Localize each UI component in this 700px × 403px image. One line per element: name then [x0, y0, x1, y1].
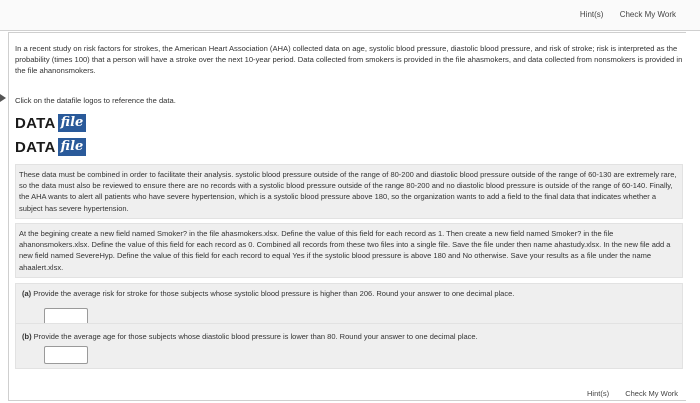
datafile-badge: file — [58, 114, 87, 132]
datafile-word: DATA — [15, 114, 56, 132]
question-b-label: (b) — [22, 332, 32, 341]
pointer-arrow-icon — [0, 94, 6, 102]
answer-b-input[interactable] — [44, 346, 88, 364]
question-b-text: Provide the average age for those subjects whose diastolic blood pressure is lower than 80. Round your answer to one decimal place. — [33, 332, 478, 341]
datafile-logo-nonsmokers[interactable] — [15, 137, 86, 157]
question-a-text: Provide the average risk for stroke for those subjects whose systolic blood pressure is higher than 206. Round your answer to one decimal place. — [33, 289, 515, 298]
question-a-label: (a) — [22, 289, 32, 298]
hints-link[interactable]: Hint(s) — [579, 10, 604, 19]
intro-paragraph: In a recent study on risk factors for strokes, the American Heart Association (AHA) collected data on age, systolic blood pressure, diastolic blood pressure, and risk of stroke; risk is interpreted as the probability (times 100) that a person will have a stroke over the next 10-year period. Data collected from smokers is provided in the file ahasmokers, and data collected from nonsmokers is provided in the file ahanonsmokers. — [15, 44, 683, 75]
instructions-block-1 — [15, 164, 683, 219]
instructions-paragraph-1: These data must be combined in order to facilitate their analysis. systolic blood pressure outside of the range of 80-200 and diastolic blood pressure outside of the range of 60-130 are extremely rare, so the data must also be reviewed to ensure there are no records with a systolic blood pressure outside of the range 80-200 and no diastolic blood pressure is outside of the range of 60-140. Finally, the AHA wants to alert all patients who have severe hypertension, which is a systolic blood pressure above 180, so the organization wants to add a field to the final data that indicates whether a subject has severe hypertension. — [19, 170, 677, 213]
datafile-logo-smokers[interactable] — [15, 113, 86, 133]
problem-panel — [8, 32, 686, 401]
instructions-block-2 — [15, 223, 683, 278]
hints-link-bottom[interactable]: Hint(s) — [587, 389, 610, 398]
check-my-work-link[interactable]: Check My Work — [619, 10, 676, 19]
top-toolbar — [0, 0, 700, 31]
datafile-word: DATA — [15, 138, 56, 156]
question-b — [15, 323, 683, 369]
check-my-work-link-bottom[interactable]: Check My Work — [625, 389, 678, 398]
instructions-paragraph-2: At the begining create a new field named Smoker? in the file ahasmokers.xlsx. Define the value of this field for each record as 1. Then create a new field named Smoker? in the file ahanonsmokers.xlsx. Define the value of this field for each record as 0. Combined all records from these two files into a single file. Save the file under then name ahastudy.xlsx. In the new file add a new field named SevereHyp. Define the value of this field for each record to equal Yes if the systolic blood pressure is above 180 and No otherwise. Save your results as a file under the name ahaalert.xlsx. — [19, 229, 671, 272]
top-links — [566, 10, 676, 19]
datafile-badge: file — [58, 138, 87, 156]
question-a — [15, 283, 683, 325]
datafile-reference-text: Click on the datafile logos to reference the data. — [15, 96, 176, 105]
bottom-links — [573, 389, 678, 398]
